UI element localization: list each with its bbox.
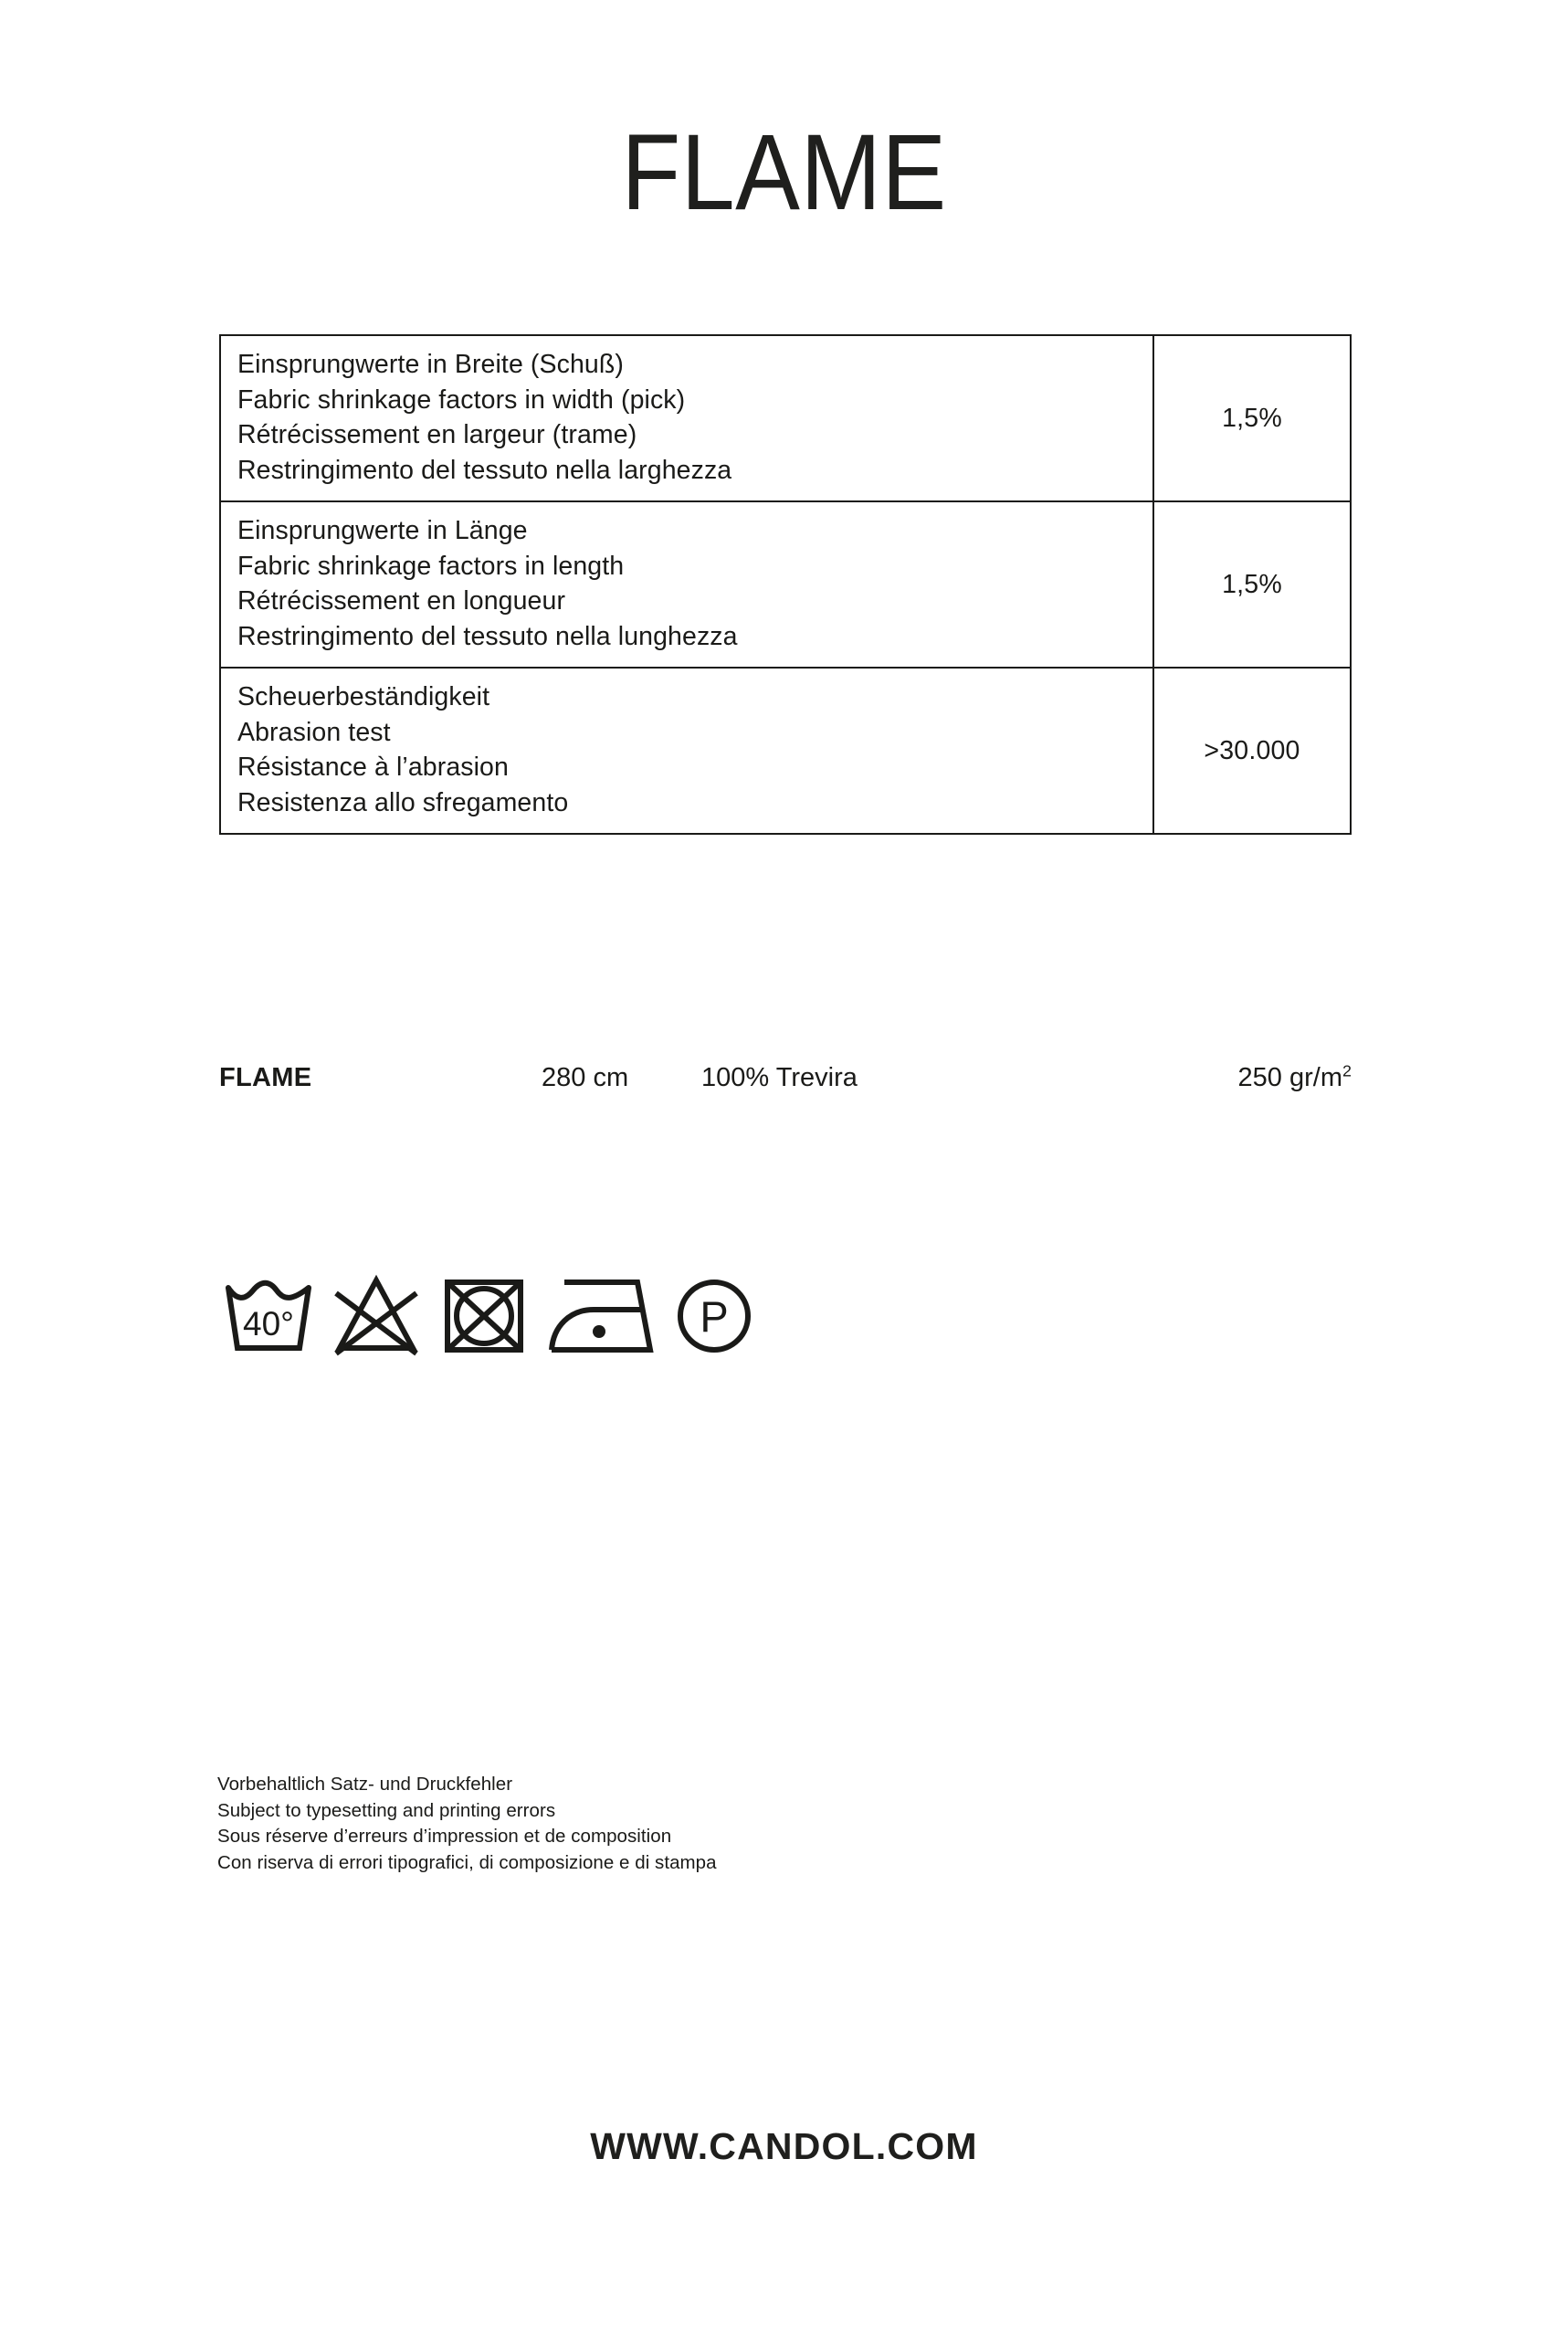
table-row [221, 502, 1350, 669]
label-line-it: Resistenza allo sfregamento [237, 787, 569, 817]
professional-cleaning-p-icon [670, 1262, 758, 1361]
disclaimer-line-fr: Sous réserve d’erreurs d’impression et de composition [217, 1826, 672, 1847]
iron-one-dot-icon [542, 1262, 661, 1361]
product-composition: 100% Trevira [701, 1063, 858, 1092]
label-line-en: Abrasion test [237, 717, 391, 747]
label-line-it: Restringimento del tessuto nella lunghezza [237, 621, 738, 651]
table-row [221, 336, 1350, 502]
table-row [221, 669, 1350, 833]
page-title: FLAME [621, 112, 947, 233]
label-line-it: Restringimento del tessuto nella larghezza [237, 455, 732, 485]
label-line-fr: Rétrécissement en longueur [237, 586, 566, 616]
product-name: FLAME [219, 1063, 312, 1092]
table-cell-value: 1,5% [1222, 403, 1282, 433]
wash-tub-40-icon [219, 1262, 318, 1361]
label-line-de: Einsprungwerte in Breite (Schuß) [237, 350, 624, 379]
product-width: 280 cm [542, 1063, 629, 1092]
label-line-de: Einsprungwerte in Länge [237, 516, 528, 545]
label-line-de: Scheuerbeständigkeit [237, 682, 490, 711]
product-summary-line [219, 1058, 1352, 1098]
table-cell-value: 1,5% [1222, 569, 1282, 599]
table-cell-value: >30.000 [1204, 735, 1300, 765]
product-weight-exponent: 2 [1342, 1061, 1352, 1080]
svg-text:P: P [700, 1292, 729, 1341]
product-weight [1023, 1058, 1352, 1098]
specification-table [219, 334, 1352, 835]
disclaimer-line-it: Con riserva di errori tipografici, di composizione e di stampa [217, 1851, 717, 1873]
table-cell-label [221, 502, 1154, 667]
care-symbol-row [219, 1262, 758, 1361]
label-line-en: Fabric shrinkage factors in length [237, 551, 625, 581]
table-cell-label [221, 669, 1154, 833]
disclaimer-block [217, 1772, 1039, 1876]
footer-website-url[interactable]: WWW.CANDOL.COM [590, 2125, 978, 2167]
svg-text:40°: 40° [243, 1305, 294, 1343]
do-not-bleach-icon [327, 1262, 426, 1361]
label-line-en: Fabric shrinkage factors in width (pick) [237, 384, 686, 415]
label-line-fr: Rétrécissement en largeur (trame) [237, 420, 637, 449]
disclaimer-line-de: Vorbehaltlich Satz- und Druckfehler [217, 1774, 513, 1795]
table-cell-label [221, 336, 1154, 500]
do-not-tumble-dry-icon [435, 1262, 533, 1361]
product-weight-value: 250 gr/m [1237, 1063, 1342, 1092]
label-line-fr: Résistance à l’abrasion [237, 753, 509, 782]
disclaimer-line-en: Subject to typesetting and printing errors [217, 1799, 556, 1821]
